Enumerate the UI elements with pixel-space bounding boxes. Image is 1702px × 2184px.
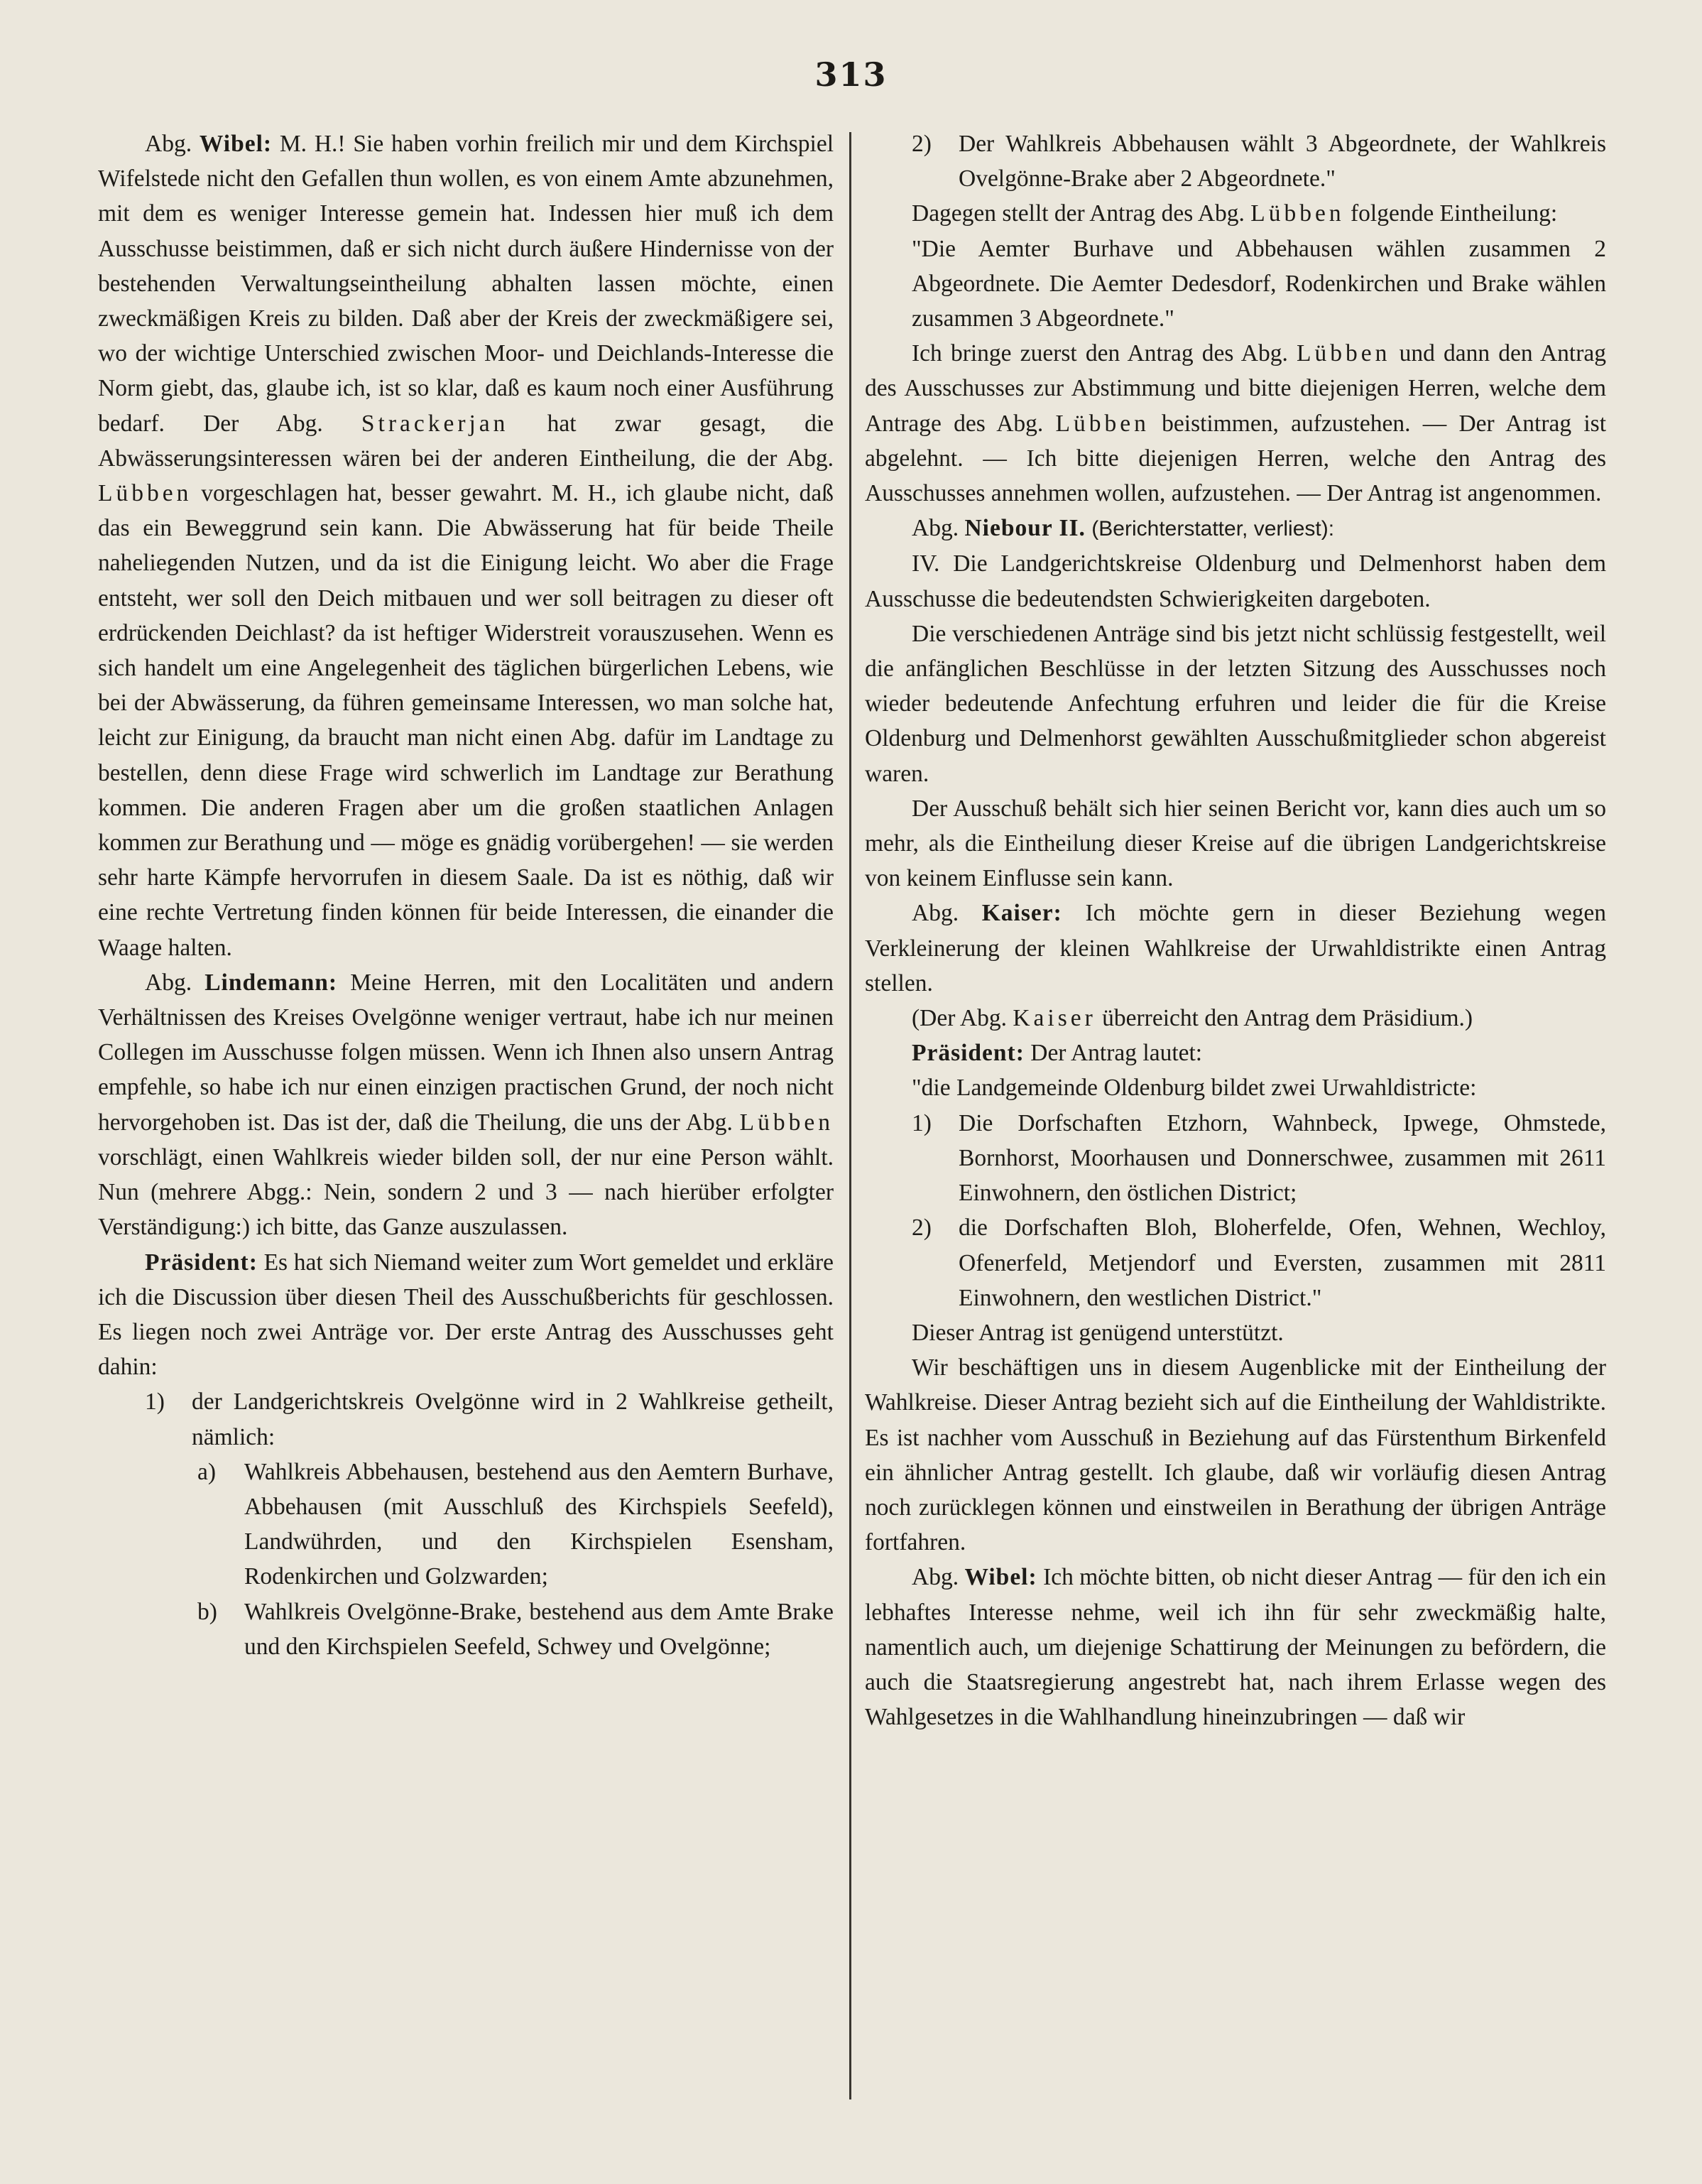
list-item [865,1210,1606,1315]
paragraph-text: (Berichterstatter, verliest): [1091,517,1335,541]
paragraph-text: Es hat sich Niemand weiter zum Wort gemeldet und erkläre ich die Discussion über diesen Theil des Ausschußberichts für geschlossen. Es liegen noch zwei Anträge vor. Der erste Antrag des Ausschusses geht dahin: [98,1249,834,1381]
speaker-name: Wibel: [964,1564,1037,1591]
list-marker: 1) [145,1389,165,1416]
speaker-name: Präsident: [912,1040,1025,1067]
paragraph-text: vorschlägt, einen Wahlkreis wieder bilden soll, der nur eine Person wählt. Nun (mehrere Abgg.: Nein, sondern 2 und 3 — nach hierüber erfolgter Verständigung:) ich bitte, das Ganze auszulassen. [98,1143,834,1241]
paragraph-wibel [865,1560,1606,1734]
speaker-prefix: Abg. [912,1564,959,1591]
spaced-name: Lübben [98,480,192,507]
paragraph-text-block: Wir beschäftigen uns in diesem Augenblicke mit der Eintheilung der Wahlkreise. Dieser Antrag bezieht sich auf die Eintheilung der Wahldistrikte. Es ist nachher vom Ausschuß in Beziehung auf das Fürstenthum Birkenfeld ein ähnlicher Antrag gestellt. Ich glaube, daß wir vorläufig diesen Antrag noch zurücklegen können und einstweilen in Berathung der übrigen Anträge fortfahren. [865,1354,1606,1556]
spaced-name: Strackerjan [361,410,509,437]
paragraph-text: Die Landgerichtskreise Oldenburg und Delmenhorst haben dem Ausschusse die bedeutendsten Schwierigkeiten dargeboten. [865,550,1606,612]
paragraph-text: (Der Abg. [912,1005,1007,1032]
list-marker: 2) [912,131,932,157]
paragraph-text: folgende Eintheilung: [1350,200,1558,227]
paragraph-wibel [98,126,834,965]
paragraph-text-block [865,336,1606,511]
speaker-name: Lindemann: [204,969,338,996]
paragraph-text: und dann den Antrag des Ausschusses zur Abstimmung und bitte diejenigen Herren, welche dem Antrage des Abg. [865,340,1606,437]
paragraph-niebour [865,511,1606,546]
list-marker: b) [197,1598,217,1625]
list-item-text: Der Wahlkreis Abbehausen wählt 3 Abgeordnete, der Wahlkreis Ovelgönne-Brake aber 2 Abgeordnete." [959,131,1606,192]
list-marker: 1) [912,1109,932,1136]
list-item-text: der Landgerichtskreis Ovelgönne wird in 2 Wahlkreise getheilt, nämlich: [192,1389,834,1450]
list-item [98,1455,834,1594]
paragraph-text: vorgeschlagen hat, besser gewahrt. M. H., ich glaube nicht, daß das ein Beweggrund sein kann. Die Abwässerung hat für beide Theile naheliegenden Nutzen, und da ist die Einigung leicht. Wo aber die Frage entsteht, wer soll den Deich mitbauen und wer soll beitragen zu dieser oft erdrückenden Deichlast? da ist heftiger Widerstreit vorauszusehen. Wenn es sich handelt um eine Angelegenheit des täglichen bürgerlichen Lebens, wie bei der Abwässerung, da führen gemeinsame Interessen, wo man solche hat, leicht zur Einigung, da braucht man nicht einen Abg. dafür im Landtage zu bestellen, denn diese Frage wird schwerlich im Landtage zur Berathung kommen. Die anderen Fragen aber um die großen staatlichen Anlagen kommen zur Berathung und — möge es gnädig vorübergehen! — sie werden sehr harte Kämpfe hervorrufen in diesem Saale. Da ist es nöthig, daß wir eine rechte Vertretung finden können für beide Interessen, die einander die Waage halten. [98,480,834,961]
list-item [865,1106,1606,1211]
quoted-motion: "Die Aemter Burhave und Abbehausen wählen zusammen 2 Abgeordnete. Die Aemter Dedesdorf, Rodenkirchen und Brake wählen zusammen 3 Abgeordnete." [912,235,1606,332]
paragraph-text: Der Antrag lautet: [1030,1040,1203,1067]
spaced-name: Lübben [1055,410,1150,437]
paragraph-text-block: Der Ausschuß behält sich hier seinen Bericht vor, kann dies auch um so mehr, als die Eintheilung dieser Kreise auf die übrigen Landgerichtskreise von keinem Einflusse sein kann. [865,795,1606,892]
speaker-prefix: Abg. [912,900,959,927]
spaced-name: Lübben [1250,200,1345,227]
list-item [98,1384,834,1454]
paragraph-lindemann [98,965,834,1245]
speaker-prefix: Abg. [912,515,959,542]
speaker-name: Wibel: [199,131,273,157]
paragraph-text: Ich möchte gern in dieser Beziehung wegen Verkleinerung der kleinen Wahlkreise der Urwahldistrikte einen Antrag stellen. [865,900,1606,996]
list-item [865,126,1606,196]
left-column [98,126,834,2144]
paragraph-text: überreicht den Antrag dem Präsidium.) [1102,1005,1473,1032]
list-item-text: Die Dorfschaften Etzhorn, Wahnbeck, Ipwege, Ohmstede, Bornhorst, Moorhausen und Donnerschwee, zusammen mit 2611 Einwohnern, den östlichen District; [959,1109,1606,1207]
speaker-prefix: Abg. [145,969,192,996]
speaker-name: Präsident: [145,1249,258,1276]
right-column [865,126,1606,2144]
list-marker: 2) [912,1215,932,1242]
paragraph-text: hat zwar gesagt, die Abwässerungsinteressen wären bei der anderen Eintheilung, die der Abg. [98,410,834,472]
paragraph-text-block: Dieser Antrag ist genügend unterstützt. [912,1319,1284,1346]
list-item [98,1594,834,1664]
paragraph-text-block [865,1001,1606,1036]
section-number: IV. [912,550,940,577]
column-divider [849,132,851,2099]
paragraph-text: Dagegen stellt der Antrag des Abg. [912,200,1245,227]
list-item-text: Wahlkreis Ovelgönne-Brake, bestehend aus dem Amte Brake und den Kirchspielen Seefeld, Schwey und Ovelgönne; [244,1598,834,1660]
paragraph-praesident [865,1036,1606,1070]
paragraph-section-iv [865,546,1606,616]
paragraph-kaiser [865,896,1606,1001]
paragraph-text: M. H.! Sie haben vorhin freilich mir und dem Kirchspiel Wifelstede nicht den Gefallen thun wollen, es von einem Amte abzunehmen, mit dem es weniger Interesse gemein hat. Indessen hier muß ich dem Ausschusse beistimmen, daß er sich nicht durch äußere Hindernisse von der bestehenden Verwaltungseintheilung abhalten lassen möchte, einen zweckmäßigen Kreis zu bilden. Daß aber der Kreis der zweckmäßigere sei, wo der wichtige Unterschied zwischen Moor- und Deichlands-Interesse die Norm giebt, das, glaube ich, ist so klar, daß es kaum noch einer Ausführung bedarf. Der Abg. [98,131,834,437]
spaced-name: Lübben [1297,340,1391,367]
paragraph-text: Ich bringe zuerst den Antrag des Abg. [912,340,1288,367]
speaker-name: Kaiser: [981,900,1062,927]
list-item-text: Wahlkreis Abbehausen, bestehend aus den Aemtern Burhave, Abbehausen (mit Ausschluß des Kirchspiels Seefeld), Landwührden, und den Kirchspielen Esensham, Rodenkirchen und Golzwarden; [244,1458,834,1590]
list-marker: a) [197,1458,217,1485]
paragraph-text: beistimmen, aufzustehen. — Der Antrag ist abgelehnt. — Ich bitte diejenigen Herren, welche den Antrag des Ausschusses annehmen wollen, aufzustehen. — Der Antrag ist angenommen. [865,410,1606,507]
paragraph-text: Ich möchte bitten, ob nicht dieser Antrag — für den ich ein lebhaftes Interesse nehme, weil ich ihn für sehr zweckmäßig halte, namentlich auch, um diejenige Schattirung der Meinungen zu befördern, die auch die Staatsregierung angestrebt hat, nach ihrem Erlasse wegen des Wahlgesetzes in die Wahlhandlung hineinzubringen — daß wir [865,1564,1606,1731]
paragraph-text-block [865,196,1606,231]
quoted-motion: "die Landgemeinde Oldenburg bildet zwei Urwahldistricte: [912,1075,1477,1102]
speaker-name: Niebour II. [964,515,1086,542]
list-item-text: die Dorfschaften Bloh, Bloherfelde, Ofen, Wehnen, Wechloy, Ofenerfeld, Metjendorf und Eversten, zusammen mit 2811 Einwohnern, den westlichen District." [959,1215,1606,1311]
page-number: 313 [814,55,888,94]
paragraph-text-block: Die verschiedenen Anträge sind bis jetzt nicht schlüssig festgestellt, weil die anfänglichen Beschlüsse in der letzten Sitzung des Ausschusses noch wieder bedeutende Anfechtung erfuhren und leider die für die Kreise Oldenburg und Delmenhorst gewählten Ausschußmitglieder schon abgereist waren. [865,620,1606,787]
paragraph-text: Meine Herren, mit den Localitäten und andern Verhältnissen des Kreises Ovelgönne weniger vertraut, habe ich nur meinen Collegen im Ausschusse folgen müssen. Wenn ich Ihnen also unsern Antrag empfehle, so habe ich nur einen einzigen practischen Grund, der noch nicht hervorgehoben ist. Das ist der, daß die Theilung, die uns der Abg. [98,969,834,1136]
speaker-prefix: Abg. [145,131,192,157]
spaced-name: Lübben [739,1109,834,1136]
spaced-name: Kaiser [1013,1005,1096,1032]
paragraph-praesident [98,1245,834,1385]
